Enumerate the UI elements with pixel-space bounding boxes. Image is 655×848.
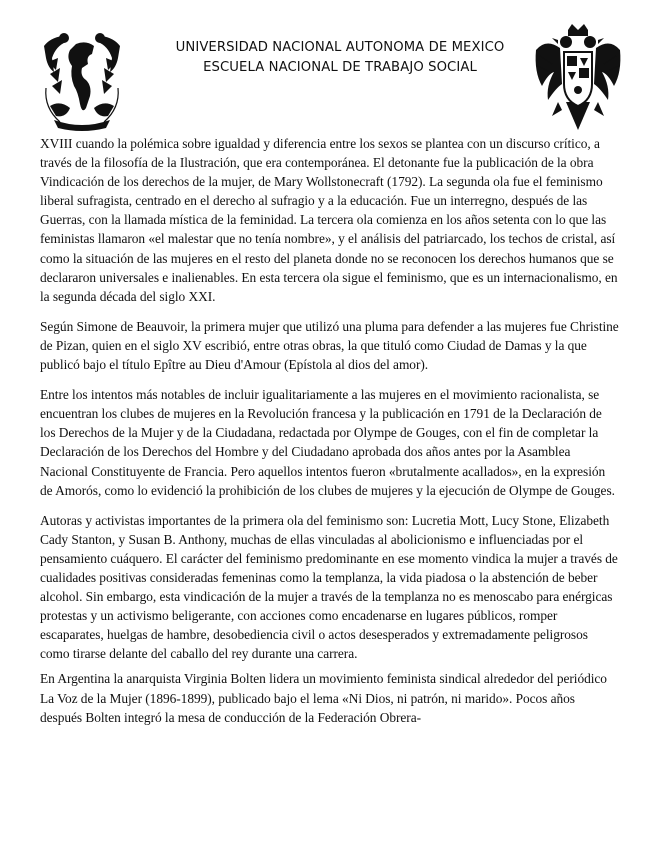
document-body — [40, 134, 620, 738]
institution-titles — [140, 38, 540, 78]
paragraph-beauvoir-pizan: Según Simone de Beauvoir, la primera mujer que utilizó una pluma para defender a las mujeres fue Christine de Pizan, quien en el siglo XV escribió, entre otras obras, la que tituló como Ciudad de Damas y la que publicó bajo el título Epître au Dieu d'Amour (Epístola al dios del amor). — [40, 318, 619, 373]
paragraph-virginia-bolten: En Argentina la anarquista Virginia Bolten lidera un movimiento feminista sindical alrededor del periódico La Voz de la Mujer (1896-1899), publicado bajo el lema «Ni Dios, ni patrón, ni marido». Pocos años después Bolten integró la mesa de conducción de la Federación Obrera- — [40, 671, 607, 725]
paragraph-waves-of-feminism: XVIII cuando la polémica sobre igualdad y diferencia entre los sexos se plantea con un discurso crítico, a través de la filosofía de la Ilustración, que era contemporánea. El detonante fue la publicación de la obra Vindicación de los derechos de la mujer, de Mary Wollstonecraft (1792). La segunda ola fue el feminismo liberal sufragista, centrado en el derecho al sufragio y a la educación. Fue un interregno, después de las Guerras, con la llamada mística de la feminidad. La tercera ola comienza en los años setenta con lo que las feministas llamaron «el malestar que no tenía nombre», y el análisis del patriarcado, los techos de cristal, así como la situación de las mujeres en el resto del planeta donde no se reconocen los derechos humanos que se declararon universales e inalienables. En esta tercera ola sigue el feminismo, que es un internacionalismo, en la segunda década del siglo XXI. — [40, 136, 618, 304]
ents-eagle-shield-logo — [534, 24, 622, 136]
page-header — [0, 0, 655, 140]
school-name: ESCUELA NACIONAL DE TRABAJO SOCIAL — [203, 60, 477, 75]
paragraph-first-wave-activists: Autoras y activistas importantes de la primera ola del feminismo son: Lucretia Mott, Lucy Stone, Elizabeth Cady Stanton, y Susan B. Anthony, muchas de ellas vinculadas al abolicionismo e influenciadas por el pensamiento cuáquero. El carácter del feminismo predominante en ese momento vindica la mujer a través de cualidades positivas consideradas femeninas como la templanza, la vida piadosa o la abstención de beber alcohol. Sin embargo, esta vindicación de la mujer a través de la templanza no es menoscabo para enérgicas protestas y un activismo beligerante, con acciones como encadenarse en lugares públicos, romper escaparates, huelgas de hambre, desobediencia civil o actos desesperados y extremadamente peligrosos como tirarse delante del caballo del rey durante una carrera. — [40, 512, 618, 662]
paragraph-olympe-de-gouges: Entre los intentos más notables de incluir igualitariamente a las mujeres en el movimiento racionalista, se encuentran los clubes de mujeres en la Revolución francesa y la publicación en 1791 de la Declaración de los Derechos de la Mujer y de la Ciudadana, redactada por Olympe de Gouges, con el fin de completar la Declaración de los Derechos del Hombre y del Ciudadano aprobada dos años antes por la Asamblea Nacional Constituyente de Francia. Pero aquellos intentos fueron «brutalmente acallados», en la expresión de Amorós, como lo evidenció la prohibición de los clubes de mujeres y la ejecución de Olympe de Gouges. — [40, 387, 615, 498]
university-name: UNIVERSIDAD NACIONAL AUTONOMA DE MEXICO — [175, 40, 505, 55]
unam-seal-logo — [40, 28, 124, 134]
